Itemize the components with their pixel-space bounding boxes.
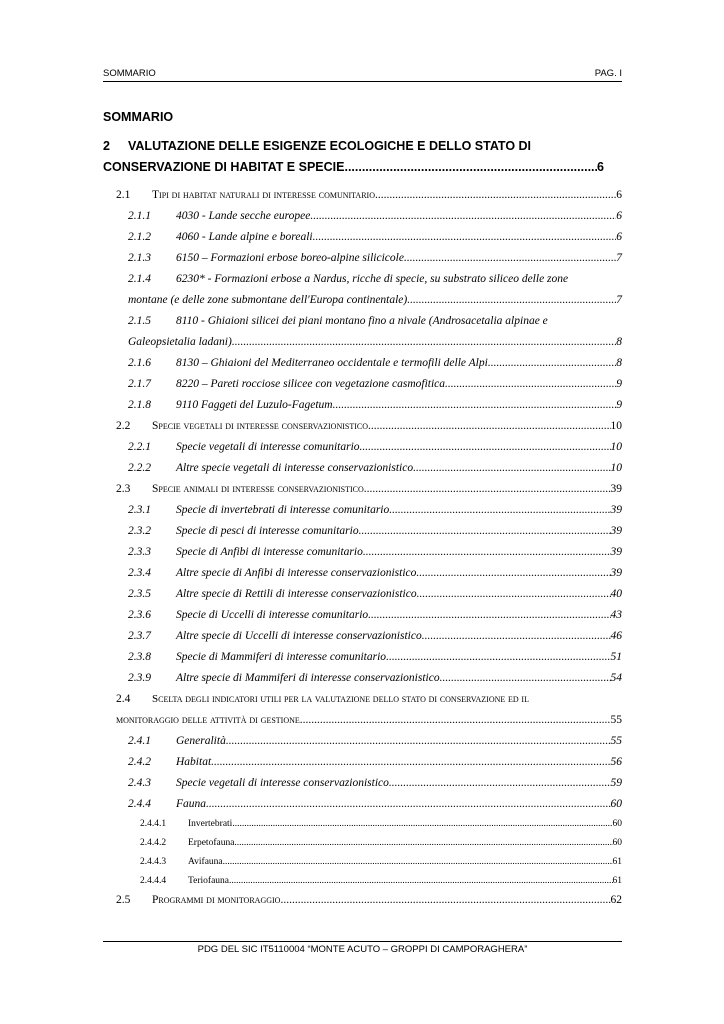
toc-number: 2.4.1 (128, 735, 151, 747)
toc-number: 2.4.3 (128, 777, 151, 789)
dot-leader (368, 606, 610, 624)
toc-entry-2-1-1[interactable] (128, 207, 622, 225)
toc-entry-2-1-5[interactable] (128, 312, 622, 330)
toc-number: 2.1.6 (128, 357, 151, 369)
toc-page: 39 (610, 546, 622, 558)
toc-number: 2.3.6 (128, 609, 151, 621)
toc-page: 39 (610, 525, 622, 537)
toc-page: 10 (610, 462, 622, 474)
toc-page: 6 (616, 231, 622, 243)
dot-leader (364, 480, 611, 498)
toc-entry-2-2-1[interactable] (128, 438, 622, 456)
toc-title: Specie vegetali di interesse comunitario (176, 441, 360, 453)
toc-entry-2-3-2[interactable] (128, 522, 622, 540)
toc-page: 40 (610, 588, 622, 600)
toc-entry-2-1-6[interactable] (128, 354, 622, 372)
toc-title: Generalità (176, 735, 226, 747)
toc-number: 2.3.5 (128, 588, 151, 600)
dot-leader (333, 396, 617, 414)
toc-entry-2-4[interactable] (116, 690, 622, 708)
toc-title: 4060 - Lande alpine e boreali (176, 231, 313, 243)
toc-title: 9110 Faggeti del Luzulo-Fagetum (176, 399, 333, 411)
toc-title: 8130 – Ghiaioni del Mediterraneo occidentale e termofili delle Alpi (176, 357, 488, 369)
toc-page: 8 (616, 336, 622, 348)
dot-leader (229, 872, 612, 890)
toc-page: 46 (610, 630, 622, 642)
toc-entry-2-1-8[interactable] (128, 396, 622, 414)
toc-entry-2-4-4-3[interactable] (140, 853, 622, 871)
toc-entry-2-3-3[interactable] (128, 543, 622, 561)
chapter-number: 2 (103, 139, 110, 153)
toc-title-continuation: monitoraggio delle attività di gestione (116, 714, 300, 726)
toc-title: Specie animali di interesse conservazionistico (152, 483, 364, 495)
toc-title: Specie di invertebrati di interesse comunitario (176, 504, 390, 516)
toc-number: 2.2.2 (128, 462, 151, 474)
dot-leader (368, 417, 610, 435)
toc-entry-2-4-4-1[interactable] (140, 815, 622, 833)
header-page-number: PAG. I (594, 68, 622, 79)
toc-title: 6230* - Formazioni erbose a Nardus, ricche di specie, su substrato siliceo delle zone (176, 273, 569, 285)
dot-leader (404, 249, 616, 267)
toc-entry-2-3-9[interactable] (128, 669, 622, 687)
toc-page: 6 (616, 210, 622, 222)
dot-leader (226, 732, 611, 750)
toc-page: 39 (610, 504, 622, 516)
dot-leader (223, 853, 613, 871)
toc-title: Altre specie di Anfibi di interesse conservazionistico (176, 567, 417, 579)
chapter-page: 6 (597, 160, 604, 174)
toc-entry-2-4-4[interactable] (128, 795, 622, 813)
dot-leader (234, 834, 612, 852)
chapter-heading-line1 (103, 139, 604, 153)
toc-title-continuation: montane (e delle zone submontane dell'Europa continentale) (128, 294, 408, 306)
dot-leader (389, 501, 610, 519)
toc-number: 2.3.7 (128, 630, 151, 642)
dot-leader (417, 585, 611, 603)
toc-title: Invertebrati (188, 819, 233, 829)
toc-number: 2.5 (116, 894, 131, 906)
dot-leader (407, 291, 616, 309)
dot-leader (422, 627, 611, 645)
toc-title: Altre specie di Uccelli di interesse conservazionistico (176, 630, 422, 642)
toc-entry-2-3-1[interactable] (128, 501, 622, 519)
toc-number: 2.4.4.3 (140, 857, 167, 867)
toc-page: 10 (610, 441, 622, 453)
toc-page: 7 (616, 294, 622, 306)
toc-page: 9 (616, 378, 622, 390)
dot-leader (488, 354, 616, 372)
toc-page: 59 (610, 777, 622, 789)
dot-leader (232, 815, 612, 833)
toc-entry-2-2[interactable] (116, 417, 622, 435)
toc-title: Specie di Mammiferi di interesse comunitario (176, 651, 387, 663)
page-title: SOMMARIO (103, 110, 174, 124)
toc-page: 61 (612, 857, 622, 867)
toc-number: 2.3.2 (128, 525, 151, 537)
toc-number: 2.1.2 (128, 231, 151, 243)
dot-leader (416, 564, 610, 582)
toc-number: 2.3.4 (128, 567, 151, 579)
dot-leader (389, 774, 611, 792)
toc-entry-2-4-1[interactable] (128, 732, 622, 750)
dot-leader (206, 795, 610, 813)
toc-number: 2.1.1 (128, 210, 151, 222)
toc-title: Programmi di monitoraggio (152, 894, 281, 906)
toc-number: 2.1.8 (128, 399, 151, 411)
dot-leader (280, 891, 610, 909)
toc-entry-2-3-6[interactable] (128, 606, 622, 624)
toc-number: 2.1.5 (128, 315, 151, 327)
toc-page: 7 (616, 252, 622, 264)
toc-entry-2-4-continuation[interactable] (116, 711, 622, 729)
chapter-title-line2: CONSERVAZIONE DI HABITAT E SPECIE (103, 160, 345, 174)
toc-entry-2-4-4-2[interactable] (140, 834, 622, 852)
toc-number: 2.3 (116, 483, 131, 495)
toc-number: 2.2.1 (128, 441, 151, 453)
header-section-label: SOMMARIO (103, 68, 156, 79)
dot-leader (310, 207, 616, 225)
toc-number: 2.4.4.2 (140, 838, 167, 848)
toc-title: Habitat (176, 756, 212, 768)
toc-page: 6 (616, 189, 622, 201)
toc-page: 60 (612, 819, 622, 829)
toc-number: 2.3.8 (128, 651, 151, 663)
toc-title: Specie di Anfibi di interesse comunitario (176, 546, 363, 558)
toc-number: 2.1.7 (128, 378, 151, 390)
dot-leader (313, 228, 617, 246)
dot-leader (344, 160, 597, 174)
dot-leader (440, 669, 611, 687)
toc-page: 43 (610, 609, 622, 621)
toc-title: Tipi di habitat naturali di interesse comunitario (152, 189, 375, 201)
toc-entry-2-3[interactable] (116, 480, 622, 498)
dot-leader (300, 711, 611, 729)
dot-leader (375, 186, 616, 204)
toc-number: 2.4 (116, 693, 131, 705)
toc-title: Fauna (176, 798, 207, 810)
toc-title: Scelta degli indicatori utili per la valutazione dello stato di conservazione ed il (152, 693, 529, 705)
toc-entry-2-4-2[interactable] (128, 753, 622, 771)
toc-number: 2.4.4 (128, 798, 151, 810)
toc-title: Teriofauna (188, 876, 230, 886)
toc-number: 2.1.4 (128, 273, 151, 285)
toc-page: 55 (610, 714, 622, 726)
toc-title: 6150 – Formazioni erbose boreo-alpine silicicole (176, 252, 404, 264)
toc-entry-2-2-2[interactable] (128, 459, 622, 477)
toc-page: 56 (610, 756, 622, 768)
toc-number: 2.4.2 (128, 756, 151, 768)
toc-page: 39 (610, 483, 622, 495)
toc-entry-2-1-4[interactable] (128, 270, 622, 288)
toc-page: 8 (616, 357, 622, 369)
dot-leader (359, 522, 611, 540)
toc-title: Altre specie vegetali di interesse conservazionistico (176, 462, 414, 474)
chapter-heading-line2[interactable] (103, 160, 604, 174)
toc-number: 2.3.3 (128, 546, 151, 558)
toc-page: 54 (610, 672, 622, 684)
toc-page: 60 (612, 838, 622, 848)
toc-page: 10 (610, 420, 622, 432)
toc-entry-2-4-4-4[interactable] (140, 872, 622, 890)
toc-title: Specie vegetali di interesse conservazionistico (176, 777, 389, 789)
toc-title: 4030 - Lande secche europee (176, 210, 311, 222)
toc-entry-2-1-5-continuation[interactable] (128, 333, 622, 351)
chapter-title-line1: VALUTAZIONE DELLE ESIGENZE ECOLOGICHE E DELLO STATO DI (128, 139, 532, 153)
toc-page: 9 (616, 399, 622, 411)
dot-leader (360, 438, 611, 456)
toc-number: 2.3.1 (128, 504, 151, 516)
toc-number: 2.2 (116, 420, 131, 432)
toc-number: 2.4.4.1 (140, 819, 167, 829)
toc-title: Specie vegetali di interesse conservazionistico (152, 420, 369, 432)
toc-title: Specie di Uccelli di interesse comunitario (176, 609, 369, 621)
toc-entry-2-1-7[interactable] (128, 375, 622, 393)
toc-number: 2.3.9 (128, 672, 151, 684)
toc-entry-2-1-2[interactable] (128, 228, 622, 246)
toc-entry-2-3-5[interactable] (128, 585, 622, 603)
toc-entry-2-3-4[interactable] (128, 564, 622, 582)
toc-entry-2-3-7[interactable] (128, 627, 622, 645)
dot-leader (363, 543, 611, 561)
toc-page: 62 (610, 894, 622, 906)
page-header (103, 67, 622, 82)
dot-leader (445, 375, 616, 393)
toc-title: 8110 - Ghiaioni silicei dei piani montano fino a nivale (Androsacetalia alpinae e (176, 315, 548, 327)
dot-leader (232, 333, 616, 351)
toc-page: 61 (612, 876, 622, 886)
dot-leader (386, 648, 610, 666)
toc-title: Specie di pesci di interesse comunitario (176, 525, 359, 537)
page-footer: PDG DEL SIC IT5110004 “MONTE ACUTO – GROPPI DI CAMPORAGHERA” (103, 941, 622, 955)
toc-title-continuation: Galeopsietalia ladani) (128, 336, 232, 348)
toc-entry-2-4-3[interactable] (128, 774, 622, 792)
toc-title: Altre specie di Mammiferi di interesse conservazionistico (176, 672, 440, 684)
toc-number: 2.4.4.4 (140, 876, 167, 886)
toc-page: 60 (610, 798, 622, 810)
dot-leader (211, 753, 610, 771)
toc-entry-2-3-8[interactable] (128, 648, 622, 666)
toc-title: 8220 – Pareti rocciose silicee con vegetazione casmofitica (176, 378, 446, 390)
toc-entry-2-5[interactable] (116, 891, 622, 909)
toc-entry-2-1[interactable] (116, 186, 622, 204)
toc-entry-2-1-3[interactable] (128, 249, 622, 267)
toc-number: 2.1.3 (128, 252, 151, 264)
dot-leader (413, 459, 610, 477)
toc-entry-2-1-4-continuation[interactable] (128, 291, 622, 309)
toc-title: Avifauna (188, 857, 223, 867)
toc-number: 2.1 (116, 189, 131, 201)
toc-page: 51 (610, 651, 622, 663)
toc-page: 55 (610, 735, 622, 747)
toc-title: Altre specie di Rettili di interesse conservazionistico (176, 588, 417, 600)
toc-title: Erpetofauna (188, 838, 235, 848)
toc-page: 39 (610, 567, 622, 579)
